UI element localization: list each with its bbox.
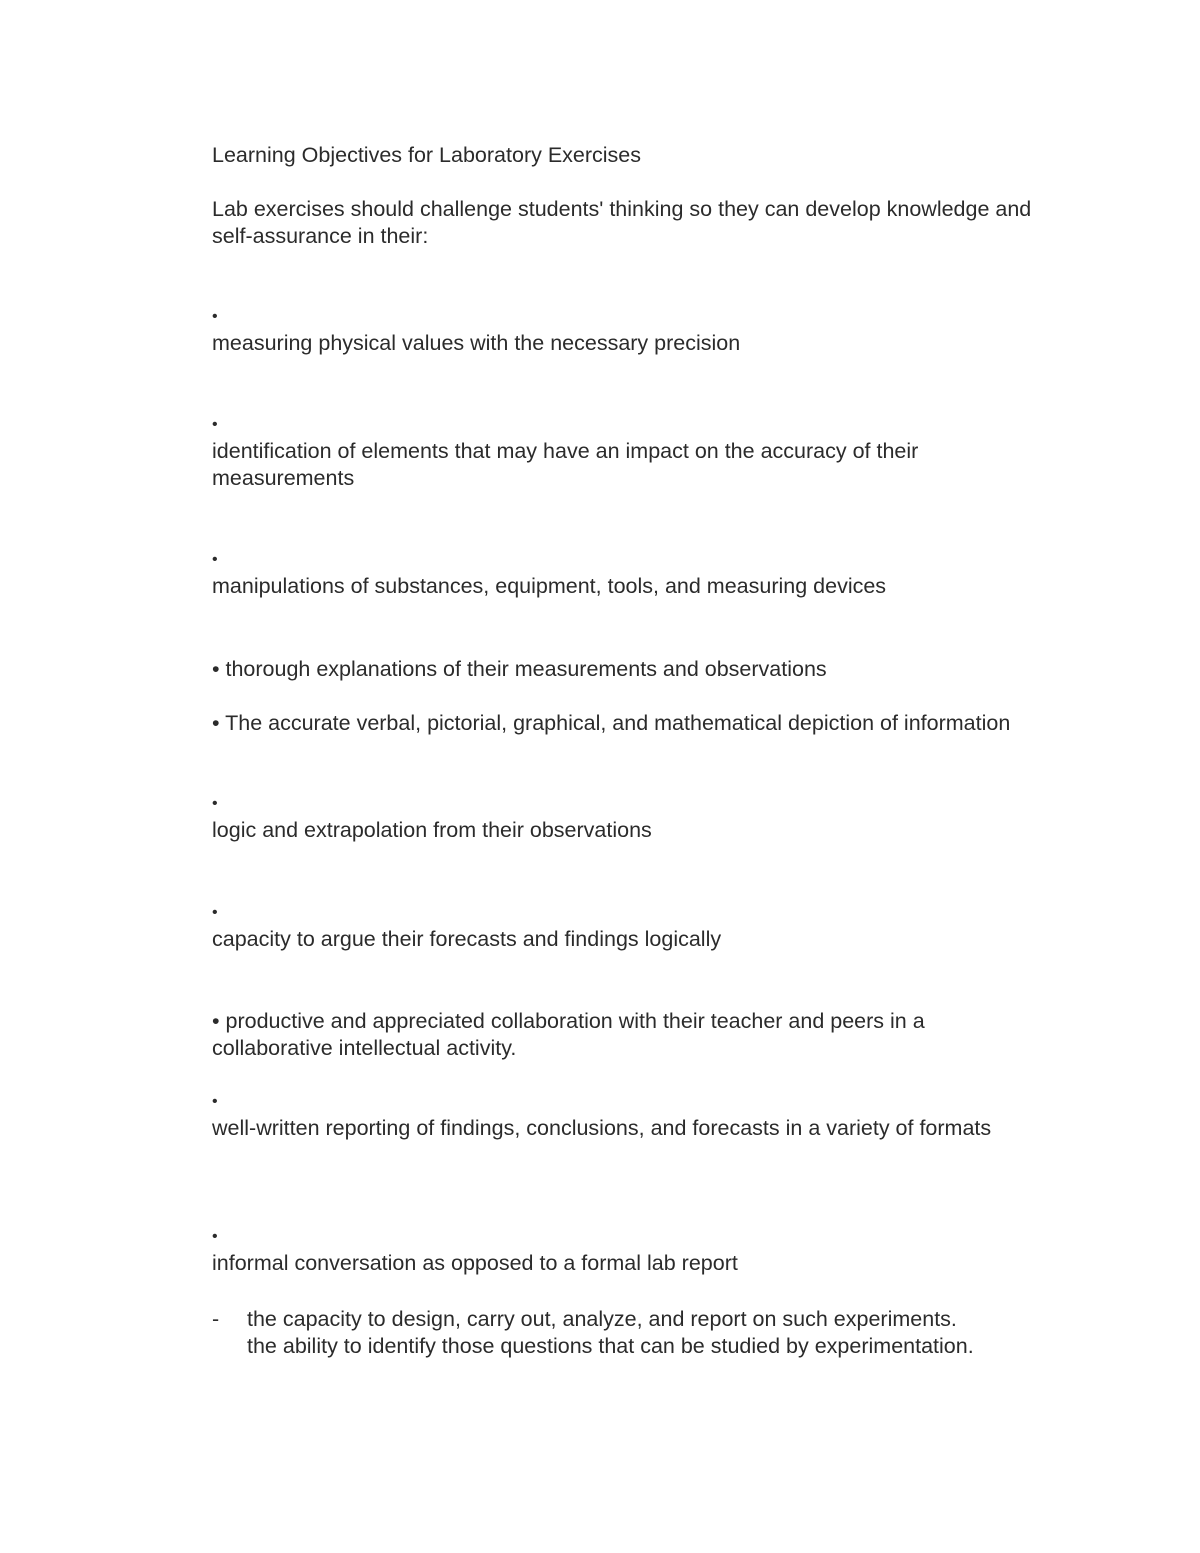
bullet-icon: •	[212, 551, 218, 568]
dash-item-line: the capacity to design, carry out, analyze, and report on such experiments.	[247, 1307, 957, 1331]
dash-list-item	[212, 1306, 1072, 1360]
list-item	[212, 1223, 1032, 1277]
list-item	[212, 899, 1032, 953]
list-item-text: informal conversation as opposed to a formal lab report	[212, 1251, 738, 1275]
bullet-icon: •	[212, 1228, 218, 1245]
list-item-text: measuring physical values with the necessary precision	[212, 331, 741, 355]
list-item-text: • thorough explanations of their measurements and observations	[212, 657, 827, 681]
list-item	[212, 546, 1032, 600]
list-item-text: • The accurate verbal, pictorial, graphical, and mathematical depiction of information	[212, 711, 1011, 735]
document-title: Learning Objectives for Laboratory Exercises	[212, 143, 642, 167]
list-item-text: well-written reporting of findings, conclusions, and forecasts in a variety of formats	[212, 1116, 992, 1140]
bullet-icon: •	[212, 904, 218, 921]
list-item	[212, 411, 1032, 492]
list-item	[212, 790, 1032, 844]
list-item-text: capacity to argue their forecasts and findings logically	[212, 927, 722, 951]
bullet-icon: •	[212, 416, 218, 433]
bullet-icon: •	[212, 1093, 218, 1110]
dash-marker: -	[212, 1307, 220, 1331]
list-item-text: • productive and appreciated collaboration with their teacher and peers in a collaborative intellectual activity.	[212, 1009, 925, 1060]
dash-item-line: the ability to identify those questions that can be studied by experimentation.	[247, 1334, 974, 1358]
intro-paragraph: Lab exercises should challenge students' thinking so they can develop knowledge and self-assurance in their:	[212, 197, 1032, 248]
bullet-icon: •	[212, 308, 218, 325]
bullet-icon: •	[212, 795, 218, 812]
dash-item-text	[247, 1306, 1072, 1360]
list-item-text: identification of elements that may have an impact on the accuracy of their measurements	[212, 439, 919, 490]
list-item-text: logic and extrapolation from their observations	[212, 818, 652, 842]
list-item-text: manipulations of substances, equipment, tools, and measuring devices	[212, 574, 887, 598]
list-item	[212, 1088, 1032, 1142]
list-item	[212, 303, 1032, 357]
